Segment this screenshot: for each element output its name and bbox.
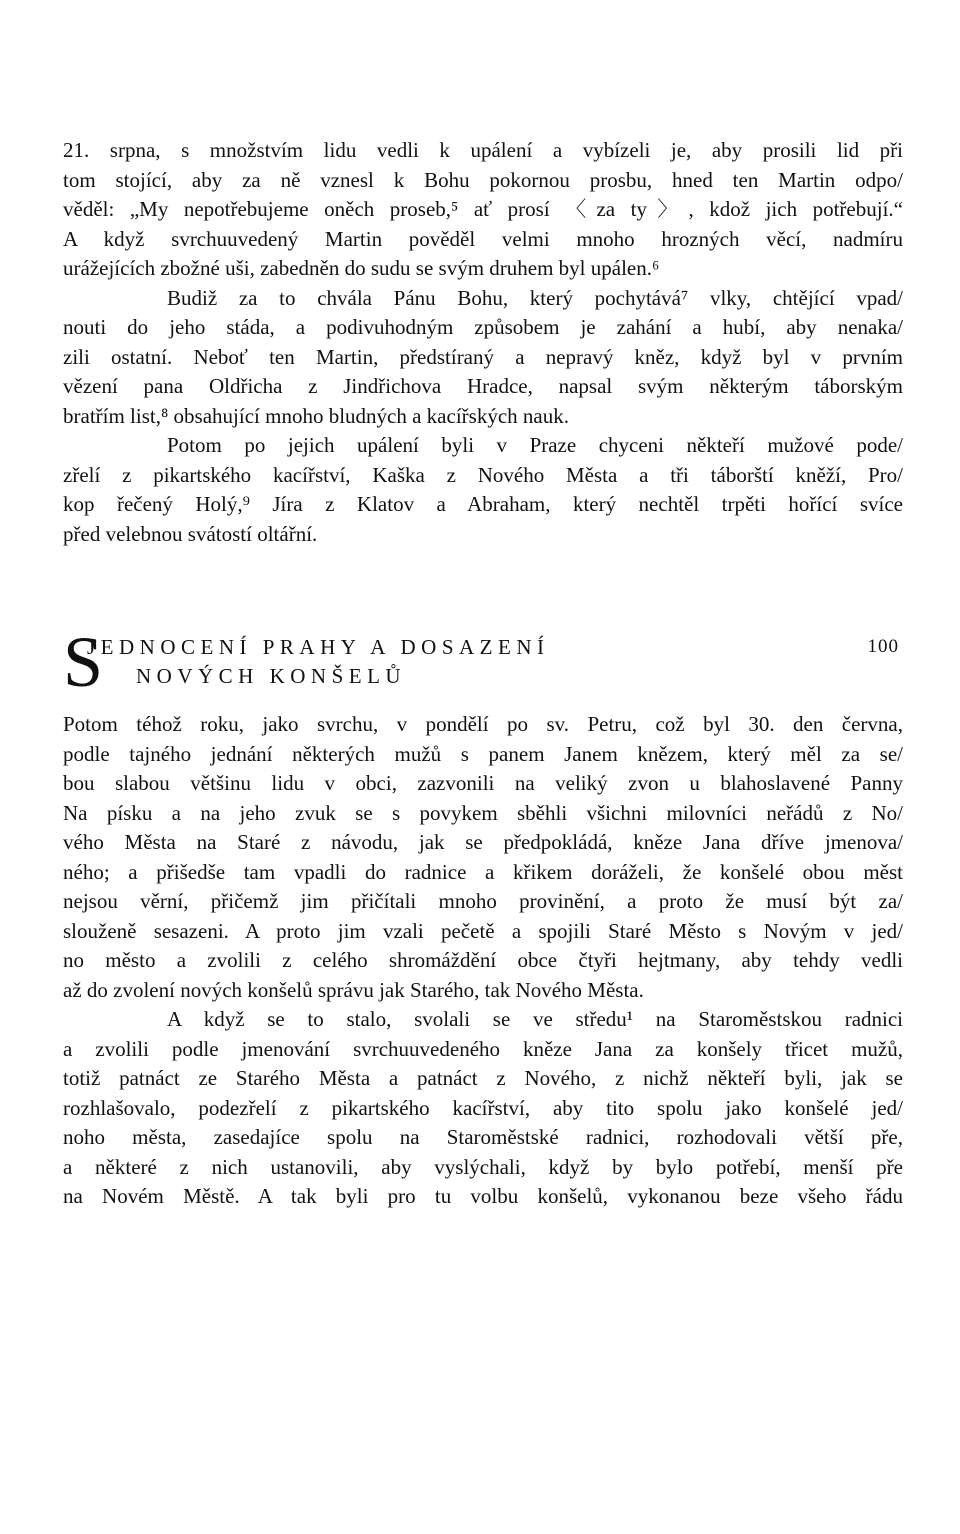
text-line: kop řečený Holý,⁹ Jíra z Klatov a Abraham, který nechtěl trpěti hořící svíce (63, 492, 903, 516)
text-line: A když se to stalo, svolali se ve středu¹ na Staroměstskou radnici (167, 1007, 903, 1031)
text-line: noho města, zasedajíce spolu na Staroměstské radnici, rozhodovali větší pře, (63, 1125, 903, 1149)
text-line: 21. srpna, s množstvím lidu vedli k upálení a vybízeli je, aby prosili lid při (63, 138, 903, 162)
text-line: bou slabou většinu lidu v obci, zazvonili na veliký zvon u blahoslavené Panny (63, 771, 903, 795)
text-line: bratřím list,⁸ obsahující mnoho bludných a kacířských nauk. (63, 403, 569, 428)
dropcap-letter: S (63, 622, 104, 702)
text-line: před velebnou svátostí oltářní. (63, 521, 318, 546)
text-line: tom stojící, aby za ně vznesl k Bohu pokornou prosbu, hned ten Martin odpo/ (63, 167, 903, 192)
heading-title-line-2: NOVÝCH KONŠELŮ (136, 664, 407, 688)
text-line: podle tajného jednání některých mužů s panem Janem knězem, který měl za se/ (63, 741, 903, 766)
text-line: totiž patnáct ze Starého Města a patnáct z Nového, z nichž někteří byli, jak se (63, 1066, 903, 1090)
text-line: a zvolili podle jmenování svrchuuvedeného kněze Jana za konšely třicet mužů, (63, 1036, 903, 1061)
text-line: zili ostatní. Neboť ten Martin, předstíraný a nepravý kněz, když byl v prvním (63, 344, 903, 369)
text-line: až do zvolení nových konšelů správu jak Starého, tak Nového Města. (63, 977, 644, 1002)
text-line: ného; a přišedše tam vpadli do radnice a křikem doráželi, že konšelé obou měst (63, 859, 903, 884)
text-line: nejsou věrní, přičemž jim přičítali mnoho provinění, a proto že musí být za/ (63, 889, 903, 913)
heading-title-line-1: JEDNOCENÍ PRAHY A DOSAZENÍ (87, 635, 550, 659)
text-line: Budiž za to chvála Pánu Bohu, který pochytává⁷ vlky, chtějící vpad/ (167, 285, 903, 310)
text-line: věděl: „My nepotřebujeme oněch proseb,⁵ ať prosí 〈za ty〉, kdož jich potřebují.“ (63, 197, 903, 221)
page-number: 100 (867, 636, 899, 657)
text-line: nouti do jeho stáda, a podivuhodným způsobem je zahání a hubí, aby nenaka/ (63, 315, 903, 339)
text-line: Potom téhož roku, jako svrchu, v pondělí po sv. Petru, což byl 30. den června, (63, 712, 903, 736)
text-line: slouženě sesazeni. A proto jim vzali pečetě a spojili Staré Město s Novým v jed/ (63, 918, 903, 943)
text-line: no město a zvolili z celého shromáždění obce čtyři hejtmany, aby tehdy vedli (63, 948, 903, 972)
text-line: zřelí z pikartského kacířství, Kaška z Nového Města a tři táborští kněží, Pro/ (63, 462, 903, 487)
section-heading (63, 622, 903, 702)
text-line: a některé z nich ustanovili, aby vyslýchali, když by bylo potřebí, menší pře (63, 1154, 903, 1179)
text-line: Na písku a na jeho zvuk se s povykem sběhli všichni milovníci neřádů z No/ (63, 800, 903, 825)
text-line: rozhlašovalo, podezřelí z pikartského kacířství, aby tito spolu jako konšelé jed/ (63, 1095, 903, 1120)
text-line: A když svrchuuvedený Martin pověděl velmi mnoho hrozných věcí, nadmíru (63, 226, 903, 251)
text-line: vého Města na Staré z návodu, jak se předpokládá, kněze Jana dříve jmenova/ (63, 830, 903, 854)
paragraph-block-2 (63, 710, 903, 1212)
text-line: urážejících zbožné uši, zabedněn do sudu se svým druhem byl upálen.⁶ (63, 256, 660, 280)
text-line: na Novém Městě. A tak byli pro tu volbu konšelů, vykonanou beze všeho řádu (63, 1184, 903, 1208)
text-line: vězení pana Oldřicha z Jindřichova Hradce, napsal svým některým táborským (63, 374, 903, 398)
paragraph-block-1 (63, 136, 903, 549)
text-line: Potom po jejich upálení byli v Praze chyceni někteří mužové pode/ (167, 433, 903, 457)
